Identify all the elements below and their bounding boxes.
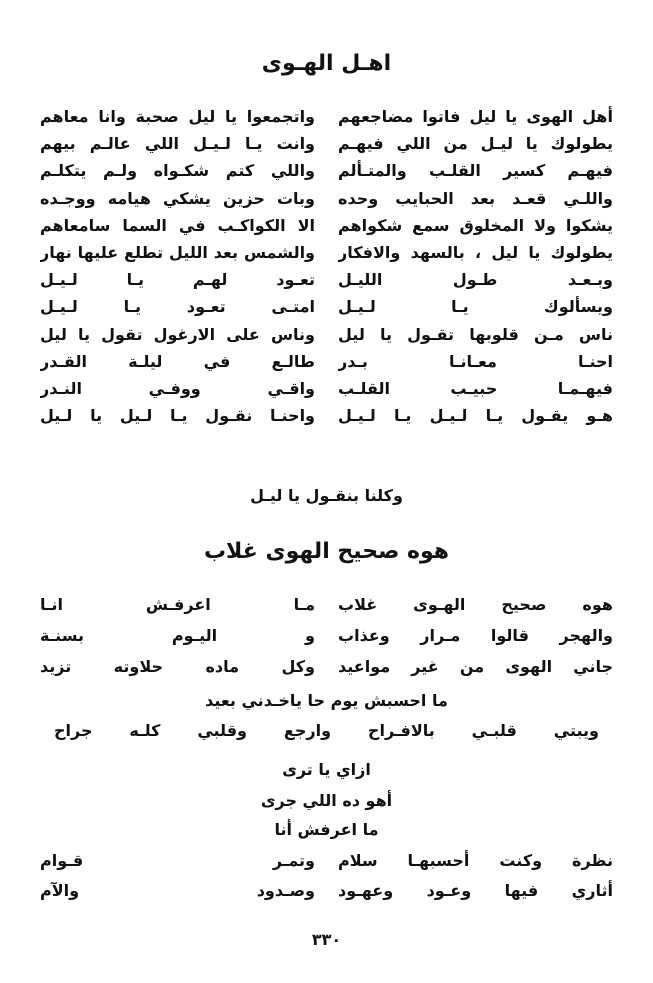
verse-first-hemistich: يطولوك يا ليـل من اللي فيهـم bbox=[338, 134, 613, 154]
verse-first-hemistich: يشكوا ولا المخلوق سمع شكواهم bbox=[338, 215, 613, 235]
poem-verses bbox=[40, 846, 613, 906]
poem-middle-line-text: ويبتي قلبـي بالافـراح وارجع وقلبي كلـه جراح bbox=[54, 721, 599, 740]
verse-line bbox=[40, 239, 613, 266]
verse-line bbox=[40, 876, 613, 906]
verse-first-hemistich: واللـي قعـد بعد الحبايب وحده bbox=[338, 188, 613, 208]
verse-first-hemistich: أهل الهوى يا ليل فاتوا مضاجعهم bbox=[338, 107, 613, 126]
poem-middle-line: ما احسبش يوم حا ياخـدني بعيد bbox=[205, 691, 448, 710]
verse-second-hemistich: مـا اعرفـش انـا bbox=[40, 595, 315, 614]
verse-second-hemistich: وتمـر قـوام bbox=[40, 851, 315, 870]
poem-middle-line: أهو ده اللي جرى bbox=[260, 791, 393, 810]
verse-first-hemistich: ناس مـن قلوبها تقـول يا ليل bbox=[338, 324, 613, 344]
verse-second-hemistich: وبات حزين يشكي هيامه ووجـده bbox=[40, 188, 315, 208]
poem-middle-line bbox=[0, 717, 653, 745]
verse-line bbox=[40, 293, 613, 320]
verse-second-hemistich: واحنـا نقـول يـا لـيل يا لـيل bbox=[40, 406, 315, 426]
verse-first-hemistich: فيهـم كسير القلـب والمتـألم bbox=[338, 161, 613, 181]
verse-line bbox=[40, 103, 613, 130]
verse-line bbox=[40, 266, 613, 293]
poem-title: هوه صحيح الهوى غلاب bbox=[203, 539, 450, 564]
verse-line bbox=[40, 348, 613, 375]
verse-first-hemistich: نظرة وكنت أحسبهـا سلام bbox=[338, 851, 613, 870]
poem-verses bbox=[40, 589, 613, 682]
verse-line bbox=[40, 402, 613, 429]
verse-line bbox=[40, 212, 613, 239]
watermark-right: ا bbox=[609, 520, 647, 648]
verse-first-hemistich: فيهـمـا حبيـب القلـب bbox=[338, 378, 613, 398]
verse-first-hemistich: وبـعـد طـول الليـل bbox=[338, 270, 613, 290]
poem-middle-line: ما اعرفش أنا bbox=[274, 820, 379, 839]
page-number: ٣٣٠ bbox=[311, 930, 342, 949]
verse-second-hemistich: طالـع في ليلـة القـدر bbox=[40, 351, 315, 371]
verse-first-hemistich: والهجر قالوا مـرار وعذاب bbox=[338, 626, 613, 645]
poem-verses bbox=[40, 103, 613, 429]
verse-second-hemistich: تعـود لهـم يـا لـيـل bbox=[40, 270, 315, 290]
verse-first-hemistich: يطولوك يا ليل ، بالسهد والافكار bbox=[338, 242, 613, 262]
verse-second-hemistich: واتجمعوا يا ليل صحبة وانا معاهم bbox=[40, 107, 315, 126]
verse-second-hemistich: وكل ماده حلاوته تزيد bbox=[40, 657, 315, 676]
verse-second-hemistich: واقـي ووفـي النـدر bbox=[40, 378, 315, 398]
verse-line bbox=[40, 185, 613, 212]
verse-first-hemistich: جاني الهوى من غير مواعيد bbox=[338, 657, 613, 676]
verse-second-hemistich: وصـدود والآم bbox=[40, 881, 315, 900]
verse-second-hemistich: و اليـوم بسنـة bbox=[40, 626, 315, 645]
verse-line bbox=[40, 846, 613, 876]
verse-second-hemistich: والشمس بعد الليل تطلع عليها نهار bbox=[40, 242, 315, 262]
verse-line bbox=[40, 589, 613, 620]
verse-first-hemistich: احنـا معـانـا بـدر bbox=[338, 351, 613, 371]
verse-second-hemistich: امتـى تعـود يـا لـيـل bbox=[40, 297, 315, 317]
verse-line bbox=[40, 130, 613, 157]
verse-line bbox=[40, 157, 613, 184]
verse-second-hemistich: وانت يـا لـيـل اللي عالـم بيهم bbox=[40, 134, 315, 154]
verse-line bbox=[40, 321, 613, 348]
verse-first-hemistich: ويسألوك يـا لـيـل bbox=[338, 297, 613, 317]
verse-second-hemistich: الا الكواكـب في السما سامعاهم bbox=[40, 215, 315, 235]
poem-middle-line: ازاي يا ترى bbox=[282, 760, 371, 779]
poem-closing-line: وكلنا بنقـول يا ليـل bbox=[250, 486, 403, 505]
verse-line bbox=[40, 375, 613, 402]
verse-first-hemistich: هوه صحيح الهـوى غلاب bbox=[338, 595, 613, 614]
watermark-left: ا bbox=[0, 570, 31, 675]
poem-title: اهـل الهـوى bbox=[261, 51, 392, 76]
verse-first-hemistich: هـو يقـول يـا لـيـل يـا لـيـل bbox=[338, 406, 613, 426]
verse-second-hemistich: واللي كتم شكـواه ولـم يتكلـم bbox=[40, 161, 315, 181]
verse-line bbox=[40, 620, 613, 651]
verse-first-hemistich: أثاري فيها وعـود وعهـود bbox=[338, 881, 613, 900]
verse-line bbox=[40, 651, 613, 682]
verse-second-hemistich: وناس على الارغول تقول يا ليل bbox=[40, 324, 315, 344]
